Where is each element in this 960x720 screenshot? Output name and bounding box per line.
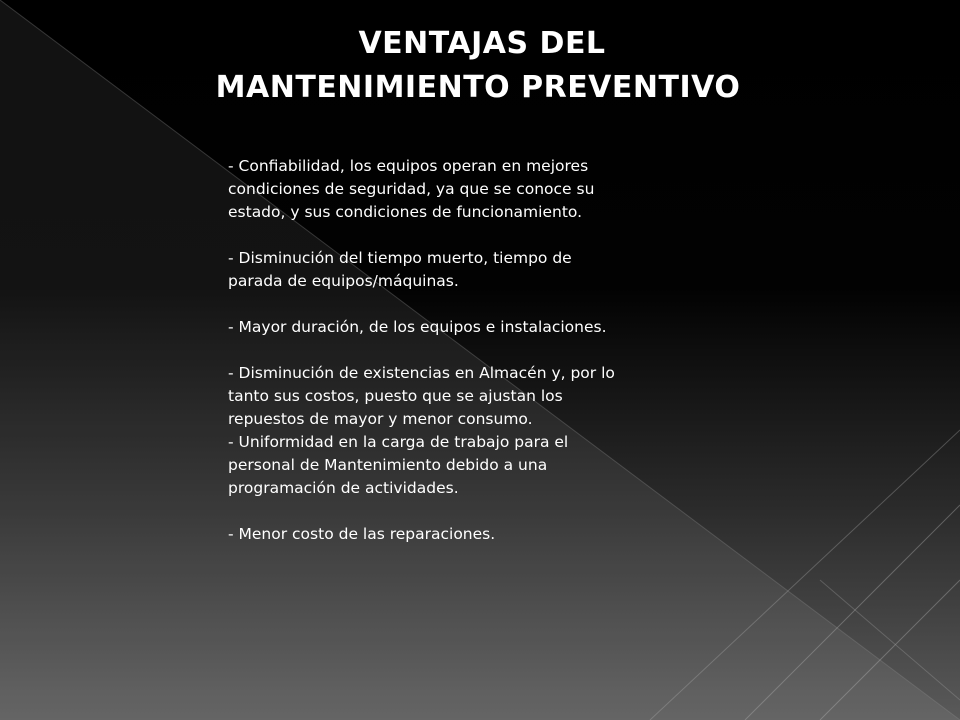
advantages-list — [228, 155, 698, 569]
slide-title-line-1: VENTAJAS DEL — [358, 26, 606, 61]
advantage-item-existencias: - Disminución de existencias en Almacén y, por lo tanto sus costos, puesto que se ajustan los repuestos de mayor y menor consumo. — [228, 364, 615, 428]
advantage-item-uniformidad: - Uniformidad en la carga de trabajo para el personal de Mantenimiento debido a una programación de actividades. — [228, 433, 569, 497]
advantage-item-menor-costo: - Menor costo de las reparaciones. — [228, 525, 496, 543]
advantage-item-tiempo-muerto: - Disminución del tiempo muerto, tiempo de parada de equipos/máquinas. — [228, 249, 572, 290]
slide-title-line-2: MANTENIMIENTO PREVENTIVO — [215, 70, 741, 105]
slide-title — [0, 22, 960, 110]
advantage-item-mayor-duracion: - Mayor duración, de los equipos e instalaciones. — [228, 318, 607, 336]
advantage-item-confiabilidad: - Confiabilidad, los equipos operan en mejores condiciones de seguridad, ya que se conoce su estado, y sus condiciones de funcionamiento. — [228, 157, 595, 221]
